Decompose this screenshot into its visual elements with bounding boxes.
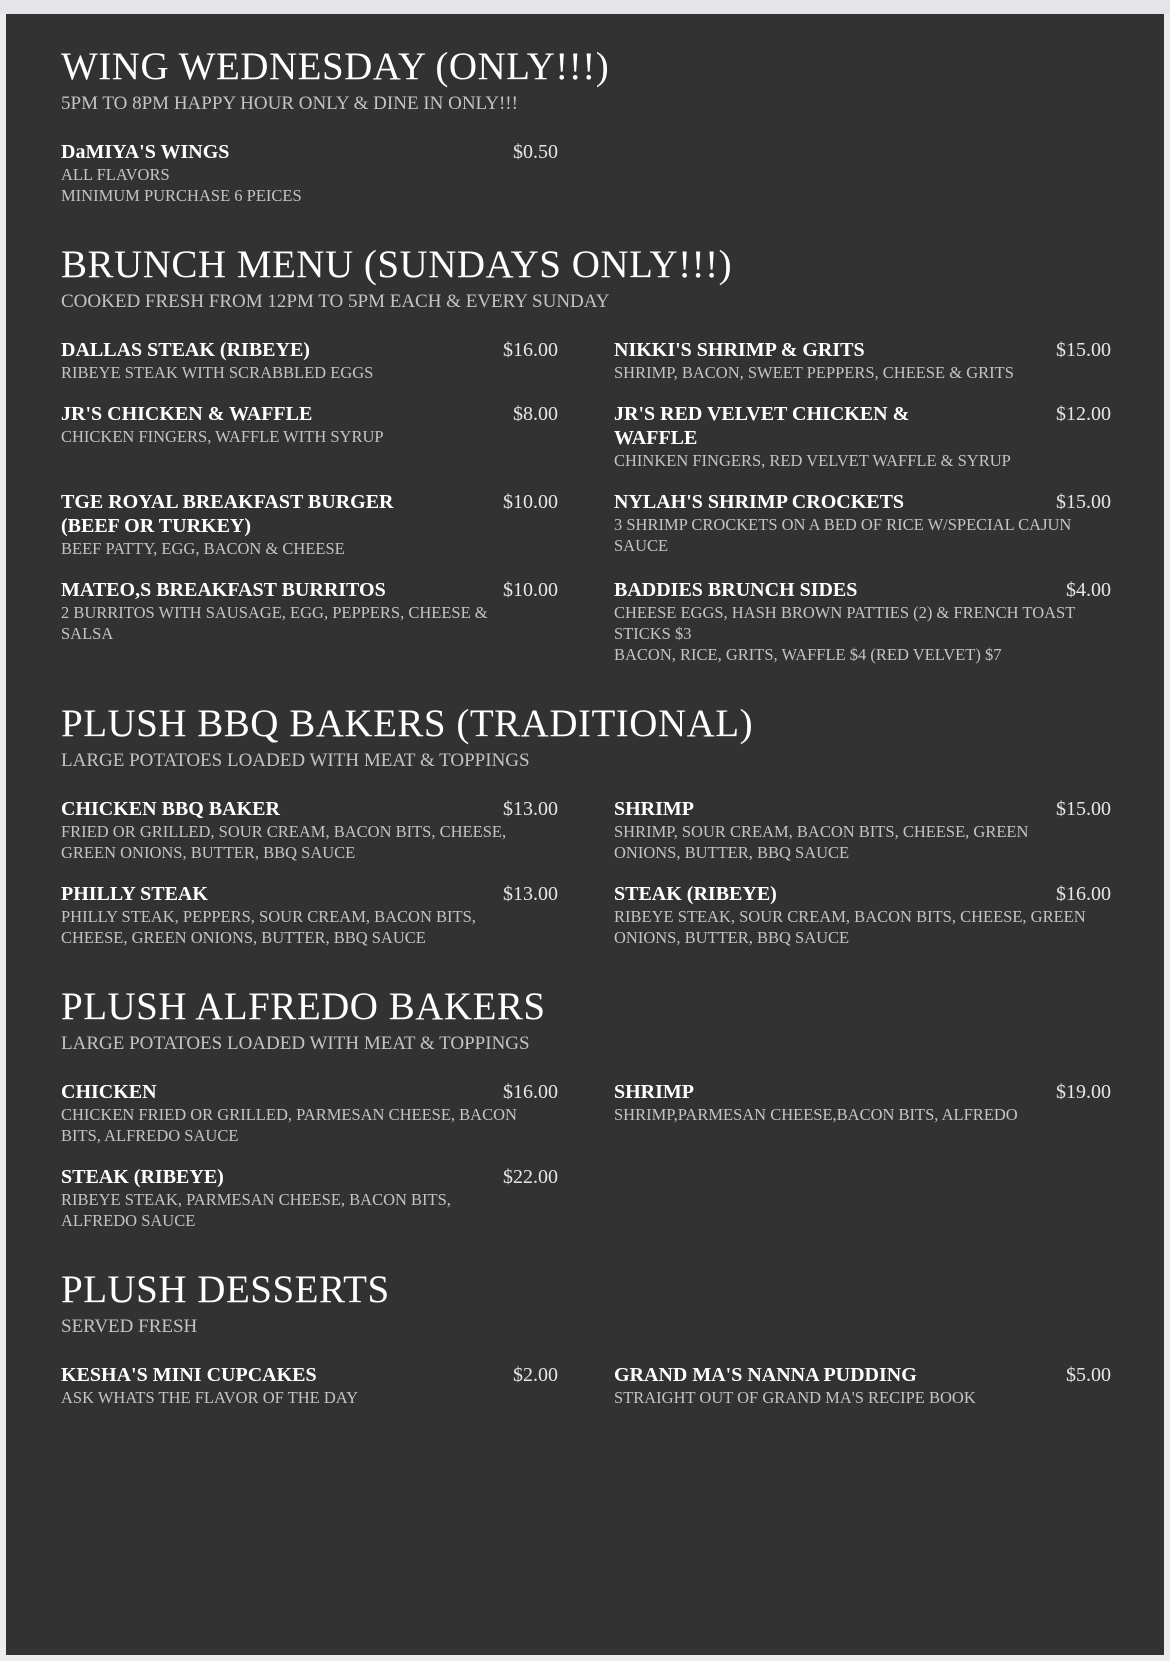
- menu-item: [614, 882, 1111, 948]
- item-name: KESHA'S MINI CUPCAKES: [61, 1364, 317, 1386]
- menu-item: [614, 1080, 1111, 1125]
- item-name: STEAK (RIBEYE): [614, 883, 777, 905]
- section-subtitle: LARGE POTATOES LOADED WITH MEAT & TOPPINGS: [61, 750, 530, 771]
- menu-item: [61, 490, 558, 559]
- menu-item: [61, 578, 558, 644]
- section-desserts: [61, 1267, 1109, 1408]
- item-head: [614, 797, 1111, 821]
- item-desc: MINIMUM PURCHASE 6 PEICES: [61, 186, 302, 205]
- item-desc: 3 SHRIMP CROCKETS ON A BED OF RICE W/SPECIAL CAJUN SAUCE: [614, 515, 1072, 555]
- section-bbq-bakers: [61, 701, 1109, 948]
- menu-item: [61, 338, 558, 383]
- item-price: $4.00: [1066, 579, 1111, 601]
- item-desc: 2 BURRITOS WITH SAUSAGE, EGG, PEPPERS, CHEESE & SALSA: [61, 603, 488, 643]
- item-desc: RIBEYE STEAK, SOUR CREAM, BACON BITS, CHEESE, GREEN ONIONS, BUTTER, BBQ SAUCE: [614, 907, 1086, 947]
- item-price: $15.00: [1056, 491, 1111, 513]
- item-head: [614, 1363, 1111, 1387]
- item-price: $2.00: [513, 1364, 558, 1386]
- item-name: PHILLY STEAK: [61, 883, 208, 905]
- item-head: [61, 402, 558, 426]
- menu-item: [61, 140, 558, 206]
- menu-item: [61, 402, 558, 447]
- item-price: $22.00: [503, 1166, 558, 1188]
- item-price: $19.00: [1056, 1081, 1111, 1103]
- item-name: NIKKI'S SHRIMP & GRITS: [614, 339, 865, 361]
- menu-item: [61, 1165, 558, 1231]
- item-name: JR'S CHICKEN & WAFFLE: [61, 403, 313, 425]
- items-grid: [61, 797, 1109, 948]
- item-desc: ASK WHATS THE FLAVOR OF THE DAY: [61, 1388, 359, 1407]
- menu-item: [614, 338, 1111, 383]
- item-desc: RIBEYE STEAK WITH SCRABBLED EGGS: [61, 363, 374, 382]
- item-head: [614, 490, 1111, 514]
- section-title: WING WEDNESDAY (ONLY!!!): [61, 45, 610, 88]
- menu-item: [614, 1363, 1111, 1408]
- menu-item: [61, 1363, 558, 1408]
- section-subtitle: 5PM TO 8PM HAPPY HOUR ONLY & DINE IN ONLY!!!: [61, 93, 518, 114]
- item-head: [61, 490, 558, 538]
- item-head: [61, 338, 558, 362]
- section-title: PLUSH ALFREDO BAKERS: [61, 985, 546, 1028]
- item-name: NYLAH'S SHRIMP CROCKETS: [614, 491, 905, 513]
- menu-item: [61, 1080, 558, 1146]
- item-price: $8.00: [513, 403, 558, 425]
- items-grid: [61, 1080, 1109, 1231]
- item-desc: CHICKEN FINGERS, WAFFLE WITH SYRUP: [61, 427, 384, 446]
- section-subtitle: LARGE POTATOES LOADED WITH MEAT & TOPPINGS: [61, 1033, 530, 1054]
- item-price: $12.00: [1056, 403, 1111, 425]
- item-price: $16.00: [503, 1081, 558, 1103]
- item-head: [61, 1165, 558, 1189]
- item-name: GRAND MA'S NANNA PUDDING: [614, 1364, 917, 1386]
- item-head: [61, 140, 558, 164]
- menu-item: [61, 882, 558, 948]
- section-title: BRUNCH MENU (SUNDAYS ONLY!!!): [61, 243, 733, 286]
- item-head: [614, 338, 1111, 362]
- section-wing-wednesday: [61, 44, 1109, 206]
- item-desc: ALL FLAVORS: [61, 165, 170, 184]
- item-desc: FRIED OR GRILLED, SOUR CREAM, BACON BITS, CHEESE, GREEN ONIONS, BUTTER, BBQ SAUCE: [61, 822, 507, 862]
- item-desc: STRAIGHT OUT OF GRAND MA'S RECIPE BOOK: [614, 1388, 976, 1407]
- menu-item: [614, 402, 1111, 471]
- item-price: $0.50: [513, 141, 558, 163]
- empty-cell: [614, 1165, 1111, 1166]
- section-subtitle: SERVED FRESH: [61, 1316, 198, 1337]
- item-name: MATEO,S BREAKFAST BURRITOS: [61, 579, 386, 601]
- item-price: $13.00: [503, 883, 558, 905]
- menu-item: [614, 797, 1111, 863]
- items-grid: [61, 1363, 1109, 1408]
- item-head: [61, 578, 558, 602]
- item-desc: SHRIMP,PARMESAN CHEESE,BACON BITS, ALFREDO: [614, 1105, 1018, 1124]
- item-desc: PHILLY STEAK, PEPPERS, SOUR CREAM, BACON BITS, CHEESE, GREEN ONIONS, BUTTER, BBQ SAUCE: [61, 907, 476, 947]
- item-price: $13.00: [503, 798, 558, 820]
- item-name: STEAK (RIBEYE): [61, 1166, 224, 1188]
- item-head: [614, 1080, 1111, 1104]
- item-name: JR'S RED VELVET CHICKEN & WAFFLE: [614, 403, 910, 449]
- item-name: CHICKEN: [61, 1081, 157, 1103]
- top-strip: [0, 0, 1170, 14]
- item-name: SHRIMP: [614, 1081, 694, 1103]
- section-brunch: [61, 242, 1109, 665]
- item-desc: RIBEYE STEAK, PARMESAN CHEESE, BACON BITS, ALFREDO SAUCE: [61, 1190, 451, 1230]
- item-price: $10.00: [503, 579, 558, 601]
- menu-item: [614, 490, 1111, 556]
- item-name: CHICKEN BBQ BAKER: [61, 798, 280, 820]
- menu-item: [614, 578, 1111, 665]
- menu-card: [6, 14, 1164, 1655]
- item-desc: CHEESE EGGS, HASH BROWN PATTIES (2) & FRENCH TOAST STICKS $3: [614, 603, 1075, 643]
- item-price: $15.00: [1056, 339, 1111, 361]
- item-head: [61, 1363, 558, 1387]
- item-head: [614, 882, 1111, 906]
- item-name: DALLAS STEAK (RIBEYE): [61, 339, 310, 361]
- item-name: DaMIYA'S WINGS: [61, 141, 230, 163]
- section-subtitle: COOKED FRESH FROM 12PM TO 5PM EACH & EVERY SUNDAY: [61, 291, 610, 312]
- menu-item: [61, 797, 558, 863]
- items-grid: [61, 140, 1109, 206]
- item-desc: SHRIMP, BACON, SWEET PEPPERS, CHEESE & GRITS: [614, 363, 1014, 382]
- item-price: $10.00: [503, 491, 558, 513]
- item-desc: BEEF PATTY, EGG, BACON & CHEESE: [61, 539, 345, 558]
- item-name: BADDIES BRUNCH SIDES: [614, 579, 858, 601]
- items-grid: [61, 338, 1109, 665]
- section-alfredo-bakers: [61, 984, 1109, 1231]
- item-head: [614, 578, 1111, 602]
- item-head: [614, 402, 1111, 450]
- item-desc: CHICKEN FRIED OR GRILLED, PARMESAN CHEESE, BACON BITS, ALFREDO SAUCE: [61, 1105, 517, 1145]
- item-head: [61, 797, 558, 821]
- item-head: [61, 882, 558, 906]
- section-title: PLUSH DESSERTS: [61, 1268, 390, 1311]
- item-desc: BACON, RICE, GRITS, WAFFLE $4 (RED VELVET) $7: [614, 645, 1002, 664]
- item-price: $15.00: [1056, 798, 1111, 820]
- item-name: SHRIMP: [614, 798, 694, 820]
- item-head: [61, 1080, 558, 1104]
- item-desc: SHRIMP, SOUR CREAM, BACON BITS, CHEESE, GREEN ONIONS, BUTTER, BBQ SAUCE: [614, 822, 1029, 862]
- item-price: $16.00: [503, 339, 558, 361]
- item-name: TGE ROYAL BREAKFAST BURGER (BEEF OR TURKEY): [61, 491, 394, 537]
- section-title: PLUSH BBQ BAKERS (TRADITIONAL): [61, 702, 754, 745]
- item-price: $16.00: [1056, 883, 1111, 905]
- item-price: $5.00: [1066, 1364, 1111, 1386]
- item-desc: CHINKEN FINGERS, RED VELVET WAFFLE & SYRUP: [614, 451, 1011, 470]
